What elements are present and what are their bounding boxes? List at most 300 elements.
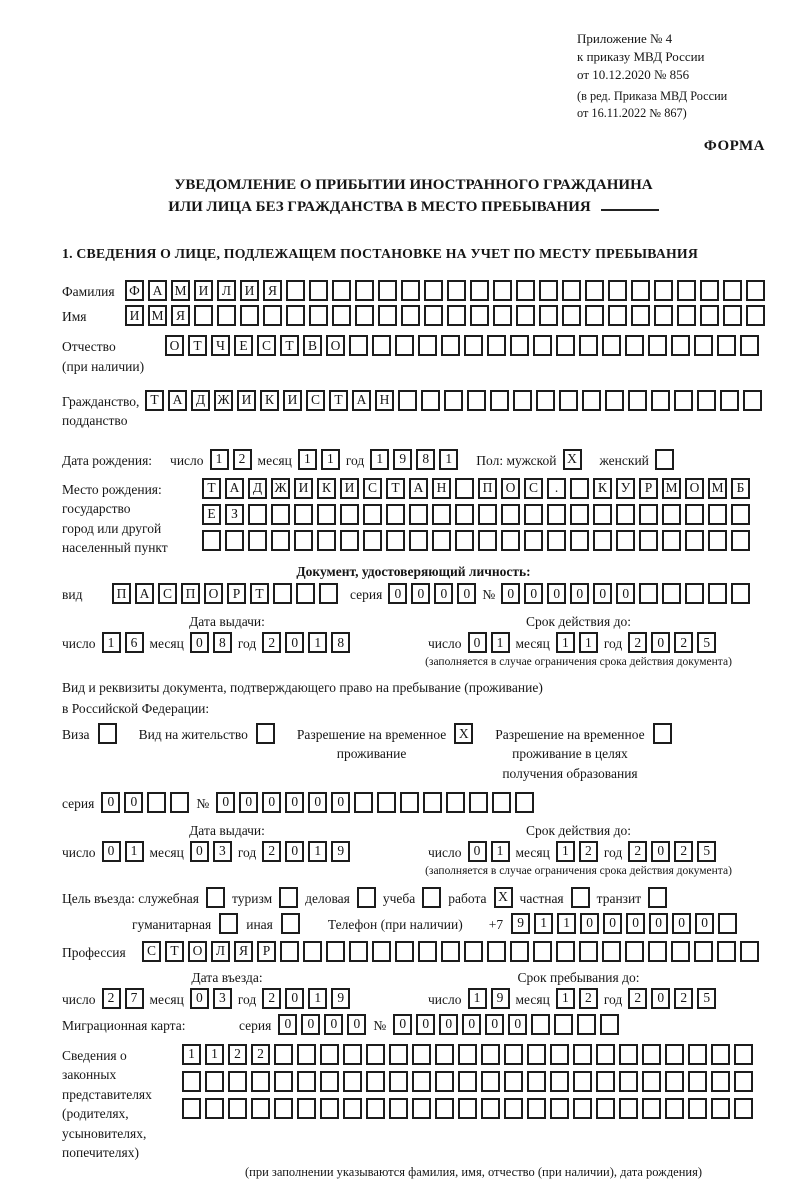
char-box[interactable]: 9	[331, 988, 350, 1009]
char-box[interactable]	[280, 941, 299, 962]
char-box[interactable]	[685, 504, 704, 525]
char-box[interactable]: К	[260, 390, 279, 411]
char-box[interactable]: И	[237, 390, 256, 411]
char-box[interactable]	[240, 305, 259, 326]
char-box[interactable]: П	[181, 583, 200, 604]
char-box[interactable]	[225, 530, 244, 551]
char-box[interactable]: О	[188, 941, 207, 962]
char-box[interactable]	[206, 887, 225, 908]
char-box[interactable]	[279, 887, 298, 908]
char-box[interactable]: 0	[468, 841, 487, 862]
char-box[interactable]	[340, 504, 359, 525]
char-box[interactable]	[510, 941, 529, 962]
char-box[interactable]	[378, 280, 397, 301]
char-box[interactable]	[593, 504, 612, 525]
char-box[interactable]	[326, 941, 345, 962]
char-box[interactable]	[343, 1044, 362, 1065]
char-box[interactable]: X	[563, 449, 582, 470]
char-box[interactable]	[447, 305, 466, 326]
char-box[interactable]	[297, 1071, 316, 1092]
char-box[interactable]	[694, 941, 713, 962]
char-box[interactable]: 2	[233, 449, 252, 470]
char-box[interactable]	[524, 504, 543, 525]
char-box[interactable]	[648, 887, 667, 908]
char-box[interactable]	[700, 305, 719, 326]
char-box[interactable]: М	[148, 305, 167, 326]
char-box[interactable]	[432, 504, 451, 525]
char-box[interactable]: 1	[556, 988, 575, 1009]
char-box[interactable]: .	[547, 478, 566, 499]
char-box[interactable]: 9	[491, 988, 510, 1009]
char-box[interactable]: Б	[731, 478, 750, 499]
char-box[interactable]	[424, 280, 443, 301]
char-box[interactable]: А	[135, 583, 154, 604]
char-box[interactable]	[470, 280, 489, 301]
char-box[interactable]: Д	[248, 478, 267, 499]
char-box[interactable]: 0	[285, 792, 304, 813]
char-box[interactable]	[487, 941, 506, 962]
char-box[interactable]	[717, 941, 736, 962]
char-box[interactable]	[98, 723, 117, 744]
char-box[interactable]: 2	[228, 1044, 247, 1065]
char-box[interactable]: 1	[534, 913, 553, 934]
char-box[interactable]	[286, 280, 305, 301]
char-box[interactable]: 0	[501, 583, 520, 604]
char-box[interactable]: 1	[102, 632, 121, 653]
char-box[interactable]	[504, 1098, 523, 1119]
char-box[interactable]	[412, 1071, 431, 1092]
char-box[interactable]	[711, 1044, 730, 1065]
char-box[interactable]: 0	[434, 583, 453, 604]
char-box[interactable]: 0	[285, 841, 304, 862]
char-box[interactable]	[412, 1098, 431, 1119]
char-box[interactable]: 5	[697, 841, 716, 862]
char-box[interactable]	[550, 1044, 569, 1065]
char-box[interactable]	[389, 1098, 408, 1119]
char-box[interactable]	[357, 887, 376, 908]
char-box[interactable]: 0	[324, 1014, 343, 1035]
char-box[interactable]	[570, 530, 589, 551]
char-box[interactable]	[662, 504, 681, 525]
char-box[interactable]	[263, 305, 282, 326]
char-box[interactable]	[349, 335, 368, 356]
char-box[interactable]	[441, 941, 460, 962]
char-box[interactable]	[731, 583, 750, 604]
char-box[interactable]: С	[524, 478, 543, 499]
char-box[interactable]	[294, 504, 313, 525]
char-box[interactable]	[320, 1098, 339, 1119]
char-box[interactable]: К	[593, 478, 612, 499]
char-box[interactable]: М	[708, 478, 727, 499]
char-box[interactable]	[251, 1098, 270, 1119]
char-box[interactable]: 1	[308, 841, 327, 862]
char-box[interactable]	[708, 583, 727, 604]
char-box[interactable]: 8	[331, 632, 350, 653]
char-box[interactable]	[570, 504, 589, 525]
char-box[interactable]	[655, 449, 674, 470]
char-box[interactable]: 2	[579, 841, 598, 862]
char-box[interactable]: 0	[262, 792, 281, 813]
char-box[interactable]: К	[317, 478, 336, 499]
char-box[interactable]	[182, 1071, 201, 1092]
char-box[interactable]	[642, 1071, 661, 1092]
char-box[interactable]: И	[240, 280, 259, 301]
char-box[interactable]	[628, 390, 647, 411]
char-box[interactable]: 2	[102, 988, 121, 1009]
char-box[interactable]	[349, 941, 368, 962]
char-box[interactable]	[654, 305, 673, 326]
char-box[interactable]	[432, 530, 451, 551]
char-box[interactable]	[688, 1071, 707, 1092]
char-box[interactable]: Л	[217, 280, 236, 301]
char-box[interactable]: С	[363, 478, 382, 499]
char-box[interactable]: Р	[227, 583, 246, 604]
char-box[interactable]	[343, 1098, 362, 1119]
char-box[interactable]	[389, 1071, 408, 1092]
char-box[interactable]	[320, 1044, 339, 1065]
char-box[interactable]	[286, 305, 305, 326]
char-box[interactable]	[418, 941, 437, 962]
char-box[interactable]: Р	[639, 478, 658, 499]
char-box[interactable]: И	[283, 390, 302, 411]
char-box[interactable]: Я	[234, 941, 253, 962]
char-box[interactable]	[487, 335, 506, 356]
char-box[interactable]: Т	[329, 390, 348, 411]
char-box[interactable]	[619, 1071, 638, 1092]
char-box[interactable]: Д	[191, 390, 210, 411]
char-box[interactable]	[539, 305, 558, 326]
char-box[interactable]	[579, 335, 598, 356]
char-box[interactable]	[386, 530, 405, 551]
char-box[interactable]	[467, 390, 486, 411]
char-box[interactable]: 9	[331, 841, 350, 862]
char-box[interactable]	[412, 1044, 431, 1065]
char-box[interactable]: 5	[697, 632, 716, 653]
char-box[interactable]	[596, 1044, 615, 1065]
char-box[interactable]	[596, 1071, 615, 1092]
char-box[interactable]: Я	[263, 280, 282, 301]
char-box[interactable]	[435, 1071, 454, 1092]
char-box[interactable]: Р	[257, 941, 276, 962]
char-box[interactable]: Е	[202, 504, 221, 525]
char-box[interactable]: 2	[674, 841, 693, 862]
char-box[interactable]	[556, 335, 575, 356]
char-box[interactable]	[194, 305, 213, 326]
char-box[interactable]	[694, 335, 713, 356]
char-box[interactable]	[662, 583, 681, 604]
char-box[interactable]: Я	[171, 305, 190, 326]
char-box[interactable]: С	[257, 335, 276, 356]
char-box[interactable]	[303, 941, 322, 962]
char-box[interactable]	[409, 530, 428, 551]
char-box[interactable]	[554, 1014, 573, 1035]
char-box[interactable]	[182, 1098, 201, 1119]
char-box[interactable]: 0	[416, 1014, 435, 1035]
char-box[interactable]: 0	[124, 792, 143, 813]
char-box[interactable]: 0	[570, 583, 589, 604]
char-box[interactable]: 0	[524, 583, 543, 604]
char-box[interactable]	[274, 1044, 293, 1065]
char-box[interactable]	[332, 280, 351, 301]
char-box[interactable]: 1	[579, 632, 598, 653]
char-box[interactable]: 3	[213, 841, 232, 862]
char-box[interactable]	[639, 504, 658, 525]
char-box[interactable]: Ф	[125, 280, 144, 301]
char-box[interactable]: 0	[411, 583, 430, 604]
char-box[interactable]	[616, 530, 635, 551]
char-box[interactable]	[281, 913, 300, 934]
char-box[interactable]	[409, 504, 428, 525]
char-box[interactable]	[435, 1044, 454, 1065]
char-box[interactable]: 0	[651, 988, 670, 1009]
char-box[interactable]	[723, 280, 742, 301]
char-box[interactable]	[550, 1098, 569, 1119]
char-box[interactable]: И	[340, 478, 359, 499]
char-box[interactable]	[570, 478, 589, 499]
char-box[interactable]	[585, 280, 604, 301]
char-box[interactable]: 1	[182, 1044, 201, 1065]
char-box[interactable]: А	[225, 478, 244, 499]
char-box[interactable]	[274, 1071, 293, 1092]
char-box[interactable]: С	[142, 941, 161, 962]
char-box[interactable]	[631, 305, 650, 326]
char-box[interactable]	[401, 280, 420, 301]
char-box[interactable]: 1	[205, 1044, 224, 1065]
char-box[interactable]	[533, 941, 552, 962]
char-box[interactable]	[147, 792, 166, 813]
char-box[interactable]	[478, 530, 497, 551]
char-box[interactable]	[372, 941, 391, 962]
char-box[interactable]	[372, 335, 391, 356]
char-box[interactable]	[320, 1071, 339, 1092]
char-box[interactable]	[319, 583, 338, 604]
char-box[interactable]: 2	[628, 632, 647, 653]
char-box[interactable]	[435, 1098, 454, 1119]
char-box[interactable]: 0	[580, 913, 599, 934]
char-box[interactable]	[271, 504, 290, 525]
char-box[interactable]: 0	[651, 632, 670, 653]
char-box[interactable]	[674, 390, 693, 411]
char-box[interactable]	[559, 390, 578, 411]
char-box[interactable]	[256, 723, 275, 744]
char-box[interactable]	[217, 305, 236, 326]
char-box[interactable]: 0	[626, 913, 645, 934]
char-box[interactable]: 2	[262, 988, 281, 1009]
char-box[interactable]	[446, 792, 465, 813]
char-box[interactable]	[582, 390, 601, 411]
char-box[interactable]	[470, 305, 489, 326]
char-box[interactable]	[458, 1071, 477, 1092]
char-box[interactable]	[455, 504, 474, 525]
char-box[interactable]	[533, 335, 552, 356]
char-box[interactable]	[170, 792, 189, 813]
char-box[interactable]: 9	[511, 913, 530, 934]
char-box[interactable]: 0	[102, 841, 121, 862]
char-box[interactable]	[539, 280, 558, 301]
char-box[interactable]	[531, 1014, 550, 1035]
char-box[interactable]	[205, 1071, 224, 1092]
char-box[interactable]: 0	[393, 1014, 412, 1035]
char-box[interactable]: 0	[439, 1014, 458, 1035]
char-box[interactable]: И	[194, 280, 213, 301]
char-box[interactable]: Е	[234, 335, 253, 356]
char-box[interactable]	[363, 504, 382, 525]
char-box[interactable]: 9	[393, 449, 412, 470]
char-box[interactable]	[527, 1098, 546, 1119]
char-box[interactable]	[720, 390, 739, 411]
char-box[interactable]	[616, 504, 635, 525]
char-box[interactable]: 6	[125, 632, 144, 653]
char-box[interactable]	[202, 530, 221, 551]
char-box[interactable]	[354, 792, 373, 813]
char-box[interactable]	[677, 305, 696, 326]
char-box[interactable]	[458, 1098, 477, 1119]
char-box[interactable]	[550, 1071, 569, 1092]
char-box[interactable]	[395, 941, 414, 962]
char-box[interactable]: 2	[674, 988, 693, 1009]
char-box[interactable]: С	[306, 390, 325, 411]
char-box[interactable]: 8	[213, 632, 232, 653]
char-box[interactable]	[332, 305, 351, 326]
char-box[interactable]: Л	[211, 941, 230, 962]
char-box[interactable]: 0	[649, 913, 668, 934]
char-box[interactable]: 0	[190, 632, 209, 653]
char-box[interactable]	[294, 530, 313, 551]
char-box[interactable]	[516, 305, 535, 326]
char-box[interactable]: Т	[250, 583, 269, 604]
char-box[interactable]	[309, 280, 328, 301]
char-box[interactable]	[653, 723, 672, 744]
char-box[interactable]	[271, 530, 290, 551]
char-box[interactable]	[464, 941, 483, 962]
char-box[interactable]: 1	[321, 449, 340, 470]
char-box[interactable]: 8	[416, 449, 435, 470]
char-box[interactable]	[573, 1044, 592, 1065]
char-box[interactable]	[228, 1071, 247, 1092]
char-box[interactable]: 2	[262, 632, 281, 653]
char-box[interactable]	[619, 1098, 638, 1119]
char-box[interactable]	[527, 1044, 546, 1065]
char-box[interactable]	[527, 1071, 546, 1092]
char-box[interactable]	[711, 1098, 730, 1119]
char-box[interactable]: 3	[213, 988, 232, 1009]
char-box[interactable]	[251, 1071, 270, 1092]
char-box[interactable]: П	[478, 478, 497, 499]
char-box[interactable]	[378, 305, 397, 326]
char-box[interactable]: Н	[375, 390, 394, 411]
char-box[interactable]	[504, 1044, 523, 1065]
char-box[interactable]	[273, 583, 292, 604]
char-box[interactable]	[562, 305, 581, 326]
char-box[interactable]: 0	[190, 988, 209, 1009]
char-box[interactable]: 0	[468, 632, 487, 653]
char-box[interactable]: Ж	[271, 478, 290, 499]
char-box[interactable]	[596, 1098, 615, 1119]
char-box[interactable]: X	[494, 887, 513, 908]
char-box[interactable]: Т	[165, 941, 184, 962]
char-box[interactable]	[593, 530, 612, 551]
char-box[interactable]	[297, 1098, 316, 1119]
char-box[interactable]	[562, 280, 581, 301]
char-box[interactable]: А	[168, 390, 187, 411]
char-box[interactable]	[366, 1071, 385, 1092]
char-box[interactable]	[455, 478, 474, 499]
char-box[interactable]: А	[352, 390, 371, 411]
char-box[interactable]	[734, 1098, 753, 1119]
char-box[interactable]	[355, 305, 374, 326]
char-box[interactable]	[746, 280, 765, 301]
char-box[interactable]: 1	[308, 632, 327, 653]
char-box[interactable]: 0	[547, 583, 566, 604]
char-box[interactable]: В	[303, 335, 322, 356]
char-box[interactable]: 5	[697, 988, 716, 1009]
char-box[interactable]: 0	[508, 1014, 527, 1035]
char-box[interactable]	[573, 1071, 592, 1092]
char-box[interactable]	[400, 792, 419, 813]
char-box[interactable]	[577, 1014, 596, 1035]
char-box[interactable]: 0	[308, 792, 327, 813]
char-box[interactable]: 2	[628, 988, 647, 1009]
char-box[interactable]: 0	[695, 913, 714, 934]
char-box[interactable]	[510, 335, 529, 356]
char-box[interactable]: 1	[370, 449, 389, 470]
char-box[interactable]: У	[616, 478, 635, 499]
char-box[interactable]: 1	[557, 913, 576, 934]
char-box[interactable]: 0	[190, 841, 209, 862]
char-box[interactable]	[665, 1098, 684, 1119]
char-box[interactable]: Т	[202, 478, 221, 499]
char-box[interactable]: 0	[278, 1014, 297, 1035]
char-box[interactable]	[248, 530, 267, 551]
char-box[interactable]: 0	[603, 913, 622, 934]
char-box[interactable]: 0	[388, 583, 407, 604]
char-box[interactable]	[516, 280, 535, 301]
char-box[interactable]	[639, 530, 658, 551]
char-box[interactable]	[536, 390, 555, 411]
char-box[interactable]	[493, 305, 512, 326]
char-box[interactable]	[441, 335, 460, 356]
char-box[interactable]: Т	[280, 335, 299, 356]
char-box[interactable]	[547, 530, 566, 551]
char-box[interactable]: 0	[457, 583, 476, 604]
char-box[interactable]	[677, 280, 696, 301]
char-box[interactable]	[490, 390, 509, 411]
char-box[interactable]: 0	[593, 583, 612, 604]
char-box[interactable]	[602, 335, 621, 356]
char-box[interactable]	[665, 1071, 684, 1092]
char-box[interactable]	[274, 1098, 293, 1119]
char-box[interactable]	[746, 305, 765, 326]
char-box[interactable]	[734, 1044, 753, 1065]
char-box[interactable]	[343, 1071, 362, 1092]
char-box[interactable]: М	[171, 280, 190, 301]
char-box[interactable]: 0	[462, 1014, 481, 1035]
char-box[interactable]	[464, 335, 483, 356]
char-box[interactable]	[579, 941, 598, 962]
char-box[interactable]: И	[125, 305, 144, 326]
char-box[interactable]	[421, 390, 440, 411]
char-box[interactable]	[389, 1044, 408, 1065]
char-box[interactable]	[340, 530, 359, 551]
char-box[interactable]: О	[326, 335, 345, 356]
char-box[interactable]	[631, 280, 650, 301]
char-box[interactable]: 1	[491, 632, 510, 653]
char-box[interactable]	[309, 305, 328, 326]
char-box[interactable]: 1	[556, 841, 575, 862]
char-box[interactable]	[228, 1098, 247, 1119]
char-box[interactable]: О	[204, 583, 223, 604]
char-box[interactable]: А	[409, 478, 428, 499]
